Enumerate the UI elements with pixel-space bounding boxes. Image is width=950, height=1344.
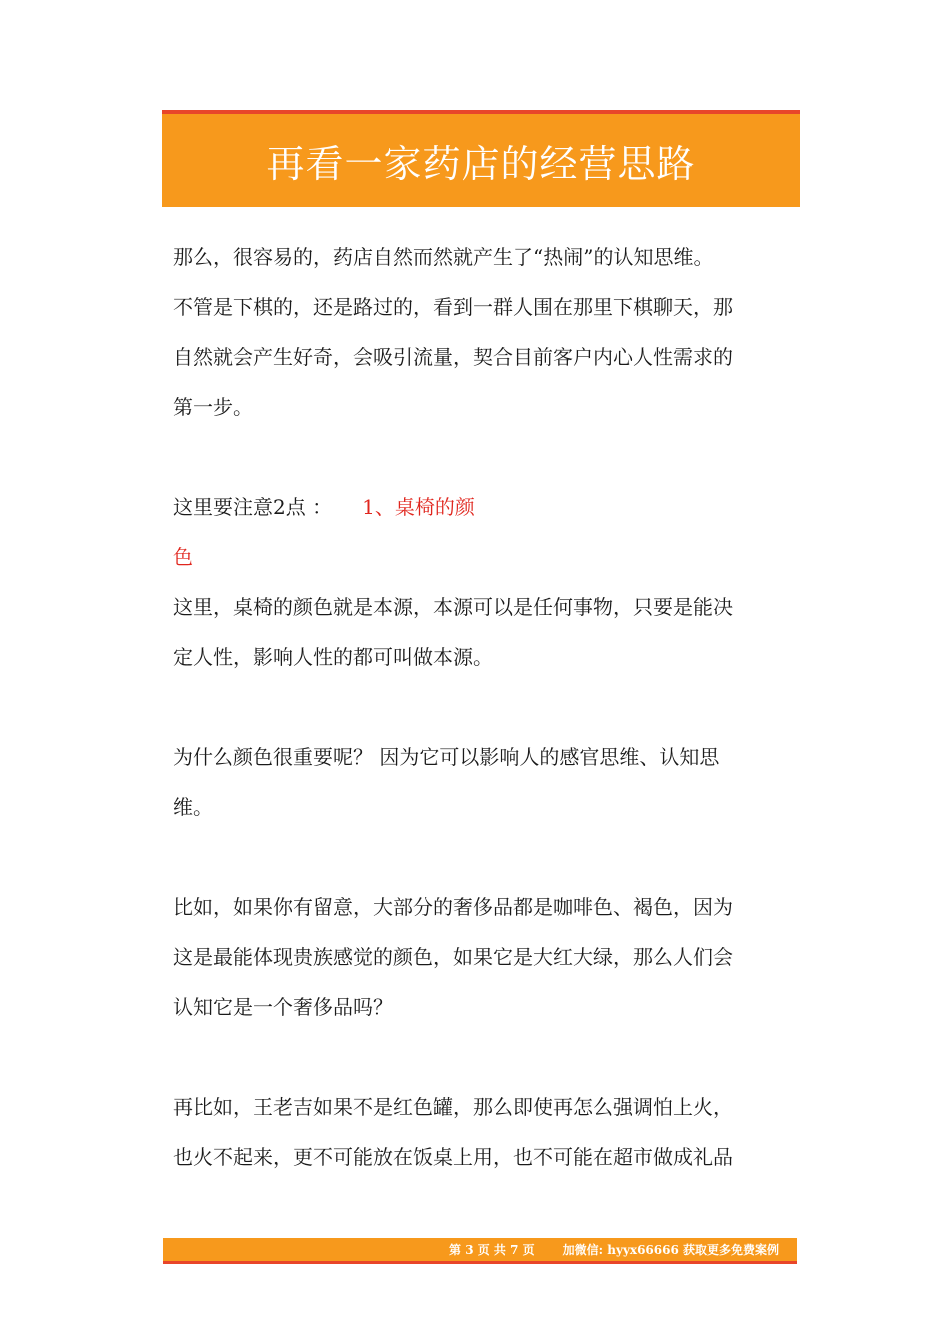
title-banner xyxy=(162,110,800,207)
p2-prefix: 这里要注意2点 ： xyxy=(173,495,333,519)
p1-line-1: 那么，很容易的，药店自然而然就产生了“热闹”的认知思维。 xyxy=(173,245,714,269)
p6-line-1: 再比如，王老吉如果不是红色罐，那么即使再怎么强调怕上火， xyxy=(173,1095,733,1119)
footer-promo: 加微信: hyyx66666 获取更多免费案例 xyxy=(562,1243,779,1257)
p2-line-1 xyxy=(173,482,798,532)
document-body xyxy=(173,232,798,1182)
p5-line-3: 认知它是一个奢侈品吗？ xyxy=(173,995,393,1019)
p4-line-1: 为什么颜色很重要呢？ 因为它可以影响人的感官思维、认知思 xyxy=(173,745,720,769)
p4-line-2: 维。 xyxy=(173,795,213,819)
p3-line-2: 定人性，影响人性的都可叫做本源。 xyxy=(173,645,493,669)
p3-line-1: 这里，桌椅的颜色就是本源，本源可以是任何事物，只要是能决 xyxy=(173,595,733,619)
p6-line-2: 也火不起来，更不可能放在饭桌上用，也不可能在超市做成礼品 xyxy=(173,1145,733,1169)
p5-line-1: 比如，如果你有留意，大部分的奢侈品都是咖啡色、褐色，因为 xyxy=(173,895,733,919)
page-title: 再看一家药店的经营思路 xyxy=(266,142,696,186)
p1-line-4: 第一步。 xyxy=(173,395,253,419)
footer-page-info: 第 3 页 共 7 页 xyxy=(449,1243,535,1257)
p2-highlight-2: 色 xyxy=(173,545,193,569)
p2-highlight-1: 1、桌椅的颜 xyxy=(362,495,475,519)
p5-line-2: 这是最能体现贵族感觉的颜色，如果它是大红大绿，那么人们会 xyxy=(173,945,733,969)
p1-line-2: 不管是下棋的，还是路过的，看到一群人围在那里下棋聊天，那 xyxy=(173,295,733,319)
footer-banner xyxy=(163,1238,797,1264)
p1-line-3: 自然就会产生好奇，会吸引流量，契合目前客户内心人性需求的 xyxy=(173,345,733,369)
